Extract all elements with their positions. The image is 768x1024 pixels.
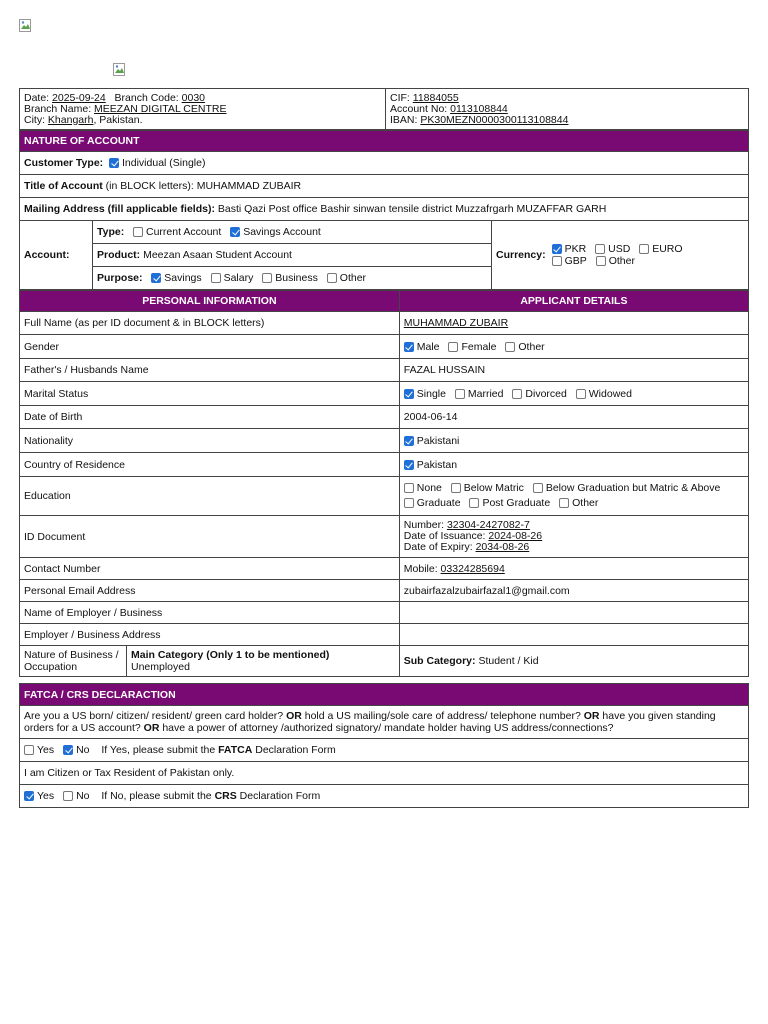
full-name-label: Full Name (as per ID document & in BLOCK letters) xyxy=(20,312,400,335)
currency-usd-checkbox[interactable] xyxy=(595,244,605,254)
account-number-value: 0113108844 xyxy=(450,102,508,115)
gender-male-checkbox[interactable] xyxy=(404,342,414,352)
section-title-applicant: APPLICANT DETAILS xyxy=(399,291,748,312)
gender-other-checkbox[interactable] xyxy=(505,342,515,352)
fatca-yes-checkbox[interactable] xyxy=(24,745,34,755)
marital-status-label: Marital Status xyxy=(20,382,400,406)
gender-female-checkbox[interactable] xyxy=(448,342,458,352)
fatca-question: Are you a US born/ citizen/ resident/ green card holder? OR hold a US mailing/sole care of address/ telephone number? OR have you given standing orders for a US account? OR have a power of attorney /authorized signatory/ mandate holder having US address/connections? xyxy=(20,706,749,739)
customer-type-checkbox[interactable] xyxy=(109,158,119,168)
mailing-address-row: Mailing Address (fill applicable fields): Basti Qazi Post office Bashir sinwan tensile district Muzzafrgarh MUZAFFAR GARH xyxy=(20,198,749,221)
crs-yes-checkbox[interactable] xyxy=(24,791,34,801)
marital-widowed-checkbox[interactable] xyxy=(576,389,586,399)
dob-label: Date of Birth xyxy=(20,406,400,429)
section-title-nature: NATURE OF ACCOUNT xyxy=(20,131,749,152)
marital-divorced-checkbox[interactable] xyxy=(512,389,522,399)
currency-pkr-checkbox[interactable] xyxy=(552,244,562,254)
currency-gbp-checkbox[interactable] xyxy=(552,256,562,266)
iban-value: PK30MEZN0000300113108844 xyxy=(420,113,569,126)
fatca-no-checkbox[interactable] xyxy=(63,745,73,755)
product-cell: Product: Meezan Asaan Student Account xyxy=(93,244,492,267)
customer-type-row: Customer Type: Individual (Single) xyxy=(20,152,749,175)
branch-info-cell: Date: 2025-09-24 Branch Code: 0030 Branch Name: MEEZAN DIGITAL CENTRE City: Khangarh, Pakistan. xyxy=(20,89,386,130)
education-none-checkbox[interactable] xyxy=(404,483,414,493)
crs-no-checkbox[interactable] xyxy=(63,791,73,801)
account-type-cell: Type: Current Account Savings Account xyxy=(93,221,492,244)
section-title-fatca: FATCA / CRS DECLARACTION xyxy=(20,684,749,706)
education-below-graduation-checkbox[interactable] xyxy=(533,483,543,493)
id-issue-value: 2024-08-26 xyxy=(488,530,543,542)
personal-information-table: PERSONAL INFORMATION APPLICANT DETAILS Full Name (as per ID document & in BLOCK letters) MUHAMMAD ZUBAIR Gender Male Female Other Father's / Husbands Name FAZAL HUSSAIN Marital Status Single Married Divorced Widowed Date of Birth 2004-06-14 Nationality Pakistani Country of Residence Pakistan Education None Below Matric Below Graduation but Matric & Above Graduate Post Graduate Other ID Document Number: 32304-2427082-7 Date of Issuance: 2024-08-26 Date of Expiry: 2034-08-26 Contact Number Mobile: 03324285694 Personal Email Address zubairfazalzubairfazal1@gmail.com Name of Employer / Business Employer / Business Address Nature of Business / Occupation Main Category (Only 1 to be mentioned) Unemployed Sub Category: Student / Kid xyxy=(19,290,749,677)
education-options: None Below Matric Below Graduation but Matric & Above Graduate Post Graduate Other xyxy=(399,477,748,516)
sub-category-cell: Sub Category: Student / Kid xyxy=(399,646,748,677)
branch-name-value: MEEZAN DIGITAL CENTRE xyxy=(94,102,227,115)
nature-of-business-label: Nature of Business / Occupation xyxy=(20,646,127,677)
education-below-matric-checkbox[interactable] xyxy=(451,483,461,493)
main-category-cell: Main Category (Only 1 to be mentioned) Unemployed xyxy=(127,646,400,677)
currency-other-checkbox[interactable] xyxy=(596,256,606,266)
purpose-business-checkbox[interactable] xyxy=(262,273,272,283)
full-name-value: MUHAMMAD ZUBAIR xyxy=(403,317,509,329)
broken-image-icon xyxy=(113,63,127,77)
residence-value: Pakistan xyxy=(416,458,458,471)
employer-value xyxy=(399,602,748,624)
account-ids-cell: CIF: 11884055 Account No: 0113108844 IBAN: PK30MEZN0000300113108844 xyxy=(386,89,749,130)
cif-value: 11884055 xyxy=(412,91,459,104)
current-account-checkbox[interactable] xyxy=(133,227,143,237)
branch-header-table xyxy=(19,88,749,130)
nationality-label: Nationality xyxy=(20,429,400,453)
employer-label: Name of Employer / Business xyxy=(20,602,400,624)
contact-label: Contact Number xyxy=(20,558,400,580)
city-value: Khangarh xyxy=(47,113,94,126)
father-name-value: FAZAL HUSSAIN xyxy=(399,359,748,382)
main-category-value: Unemployed xyxy=(131,661,190,673)
residence-checkbox[interactable] xyxy=(404,460,414,470)
citizen-statement: I am Citizen or Tax Resident of Pakistan only. xyxy=(20,762,749,785)
product-value: Meezan Asaan Student Account xyxy=(140,249,292,261)
purpose-savings-checkbox[interactable] xyxy=(151,273,161,283)
nationality-checkbox[interactable] xyxy=(404,436,414,446)
currency-euro-checkbox[interactable] xyxy=(639,244,649,254)
father-name-label: Father's / Husbands Name xyxy=(20,359,400,382)
purpose-other-checkbox[interactable] xyxy=(327,273,337,283)
nationality-value: Pakistani xyxy=(416,434,460,447)
marital-married-checkbox[interactable] xyxy=(455,389,465,399)
education-other-checkbox[interactable] xyxy=(559,498,569,508)
title-of-account-row: Title of Account (in BLOCK letters): MUHAMMAD ZUBAIR xyxy=(20,175,749,198)
purpose-cell: Purpose: Savings Salary Business Other xyxy=(93,267,492,290)
date-value: 2025-09-24 xyxy=(52,91,106,104)
purpose-salary-checkbox[interactable] xyxy=(211,273,221,283)
fatca-answer-row: Yes No If Yes, please submit the FATCA Declaration Form xyxy=(20,739,749,762)
dob-value: 2004-06-14 xyxy=(399,406,748,429)
id-document-details: Number: 32304-2427082-7 Date of Issuance: 2024-08-26 Date of Expiry: 2034-08-26 xyxy=(399,516,748,558)
mailing-address-value: Basti Qazi Post office Bashir sinwan tensile district Muzzafrgarh MUZAFFAR GARH xyxy=(214,203,607,215)
id-expiry-value: 2034-08-26 xyxy=(475,541,530,553)
branch-code-value: 0030 xyxy=(181,91,206,104)
sub-category-value: Student / Kid xyxy=(475,655,539,667)
marital-options: Single Married Divorced Widowed xyxy=(399,382,748,406)
education-label: Education xyxy=(20,477,400,516)
id-number-value: 32304-2427082-7 xyxy=(446,519,530,531)
title-of-account-value: MUHAMMAD ZUBAIR xyxy=(196,180,302,192)
section-title-personal: PERSONAL INFORMATION xyxy=(20,291,400,312)
broken-image-icon xyxy=(19,19,33,33)
education-graduate-checkbox[interactable] xyxy=(404,498,414,508)
email-label: Personal Email Address xyxy=(20,580,400,602)
email-value: zubairfazalzubairfazal1@gmail.com xyxy=(399,580,748,602)
residence-label: Country of Residence xyxy=(20,453,400,477)
account-opening-form xyxy=(19,88,749,808)
savings-account-checkbox[interactable] xyxy=(230,227,240,237)
account-label: Account: xyxy=(20,221,93,290)
marital-single-checkbox[interactable] xyxy=(404,389,414,399)
gender-options: Male Female Other xyxy=(399,335,748,359)
fatca-crs-table xyxy=(19,683,749,808)
crs-answer-row: Yes No If No, please submit the CRS Declaration Form xyxy=(20,785,749,808)
gender-label: Gender xyxy=(20,335,400,359)
id-document-label: ID Document xyxy=(20,516,400,558)
nature-of-account-table xyxy=(19,130,749,290)
currency-cell: Currency: PKR USD EURO GBP Other xyxy=(492,221,749,290)
employer-address-value xyxy=(399,624,748,646)
education-post-graduate-checkbox[interactable] xyxy=(469,498,479,508)
mobile-value: 03324285694 xyxy=(440,562,505,575)
employer-address-label: Employer / Business Address xyxy=(20,624,400,646)
